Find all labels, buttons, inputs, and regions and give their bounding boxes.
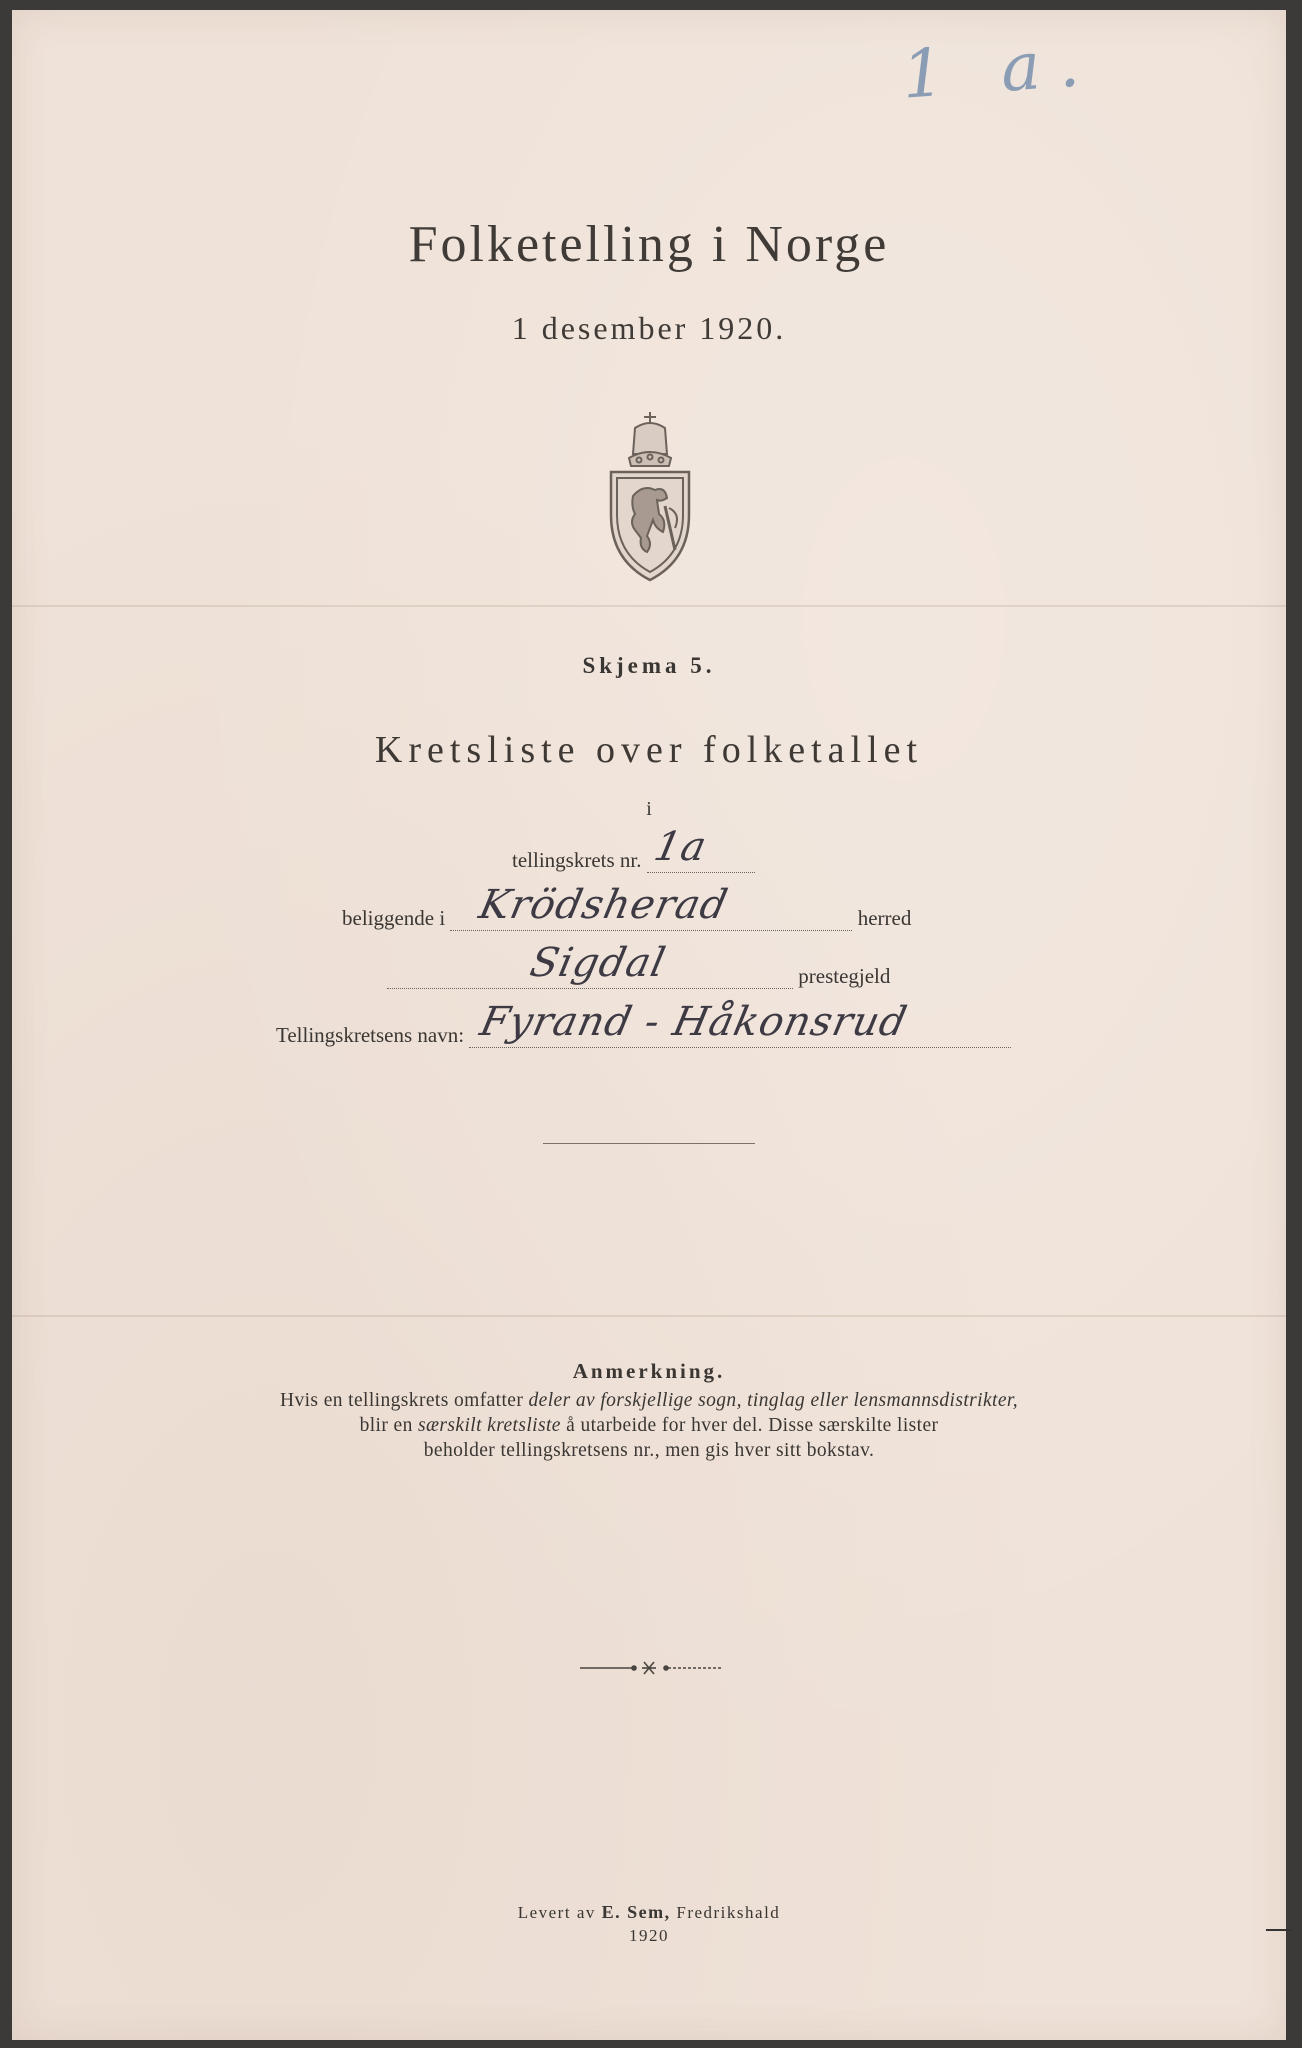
form-heading: Kretsliste over folketallet	[374, 729, 924, 771]
prestegjeld-label: prestegjeld	[798, 964, 891, 988]
document-date: 1 desember 1920.	[511, 310, 787, 346]
connector-text: i	[646, 798, 652, 820]
printer-city: Fredrikshald	[670, 1903, 781, 1922]
printer-name: E. Sem,	[601, 1902, 671, 1922]
divider-rule	[543, 1143, 755, 1144]
navn-value: Fyrand - Håkonsrud	[476, 999, 912, 1045]
krets-row	[512, 824, 755, 873]
census-form-page	[12, 10, 1286, 2040]
handwritten-corner-mark: 1 a.	[899, 23, 1100, 114]
navn-row	[276, 999, 1011, 1048]
note-heading: Anmerkning.	[572, 1359, 726, 1383]
note-italic-text: særskilt kretsliste	[418, 1415, 561, 1436]
note-text: Hvis en tellingskrets omfatter	[279, 1390, 529, 1411]
note-line-1	[12, 1390, 1286, 1412]
printer-credit	[12, 1902, 1286, 1923]
beliggende-row	[342, 882, 912, 931]
schema-number: Skjema 5.	[582, 653, 716, 678]
printer-prefix: Levert av	[517, 1903, 602, 1922]
krets-value: 1a	[649, 824, 711, 870]
norwegian-coat-of-arms-icon	[595, 410, 705, 585]
krets-label: tellingskrets nr.	[512, 848, 642, 872]
note-text: å utarbeide for hver del. Disse særskilte lister	[560, 1415, 939, 1436]
herred-label: herred	[857, 906, 912, 930]
beliggende-value: Krödsherad	[475, 882, 733, 928]
fold-line	[12, 605, 1286, 607]
edge-tick-mark	[1266, 1929, 1292, 1931]
krets-field	[647, 824, 755, 873]
navn-label: Tellingskretsens navn:	[276, 1023, 465, 1047]
note-text: blir en	[359, 1415, 419, 1436]
document-title: Folketelling i Norge	[408, 216, 890, 273]
prestegjeld-value: Sigdal	[526, 940, 670, 986]
note-line-2	[12, 1415, 1286, 1437]
beliggende-field	[450, 882, 852, 931]
navn-field	[469, 999, 1011, 1048]
prestegjeld-field	[387, 940, 793, 989]
note-line-3: beholder tellingskretsens nr., men gis hver sitt bokstav.	[423, 1440, 875, 1461]
prestegjeld-row	[387, 940, 891, 989]
ornament-divider-icon	[572, 1658, 732, 1678]
beliggende-label: beliggende i	[342, 906, 446, 930]
print-year: 1920	[629, 1926, 669, 1945]
note-italic-text: deler av forskjellige sogn, tinglag eller lensmannsdistrikter,	[528, 1390, 1018, 1411]
fold-line	[12, 1315, 1286, 1317]
